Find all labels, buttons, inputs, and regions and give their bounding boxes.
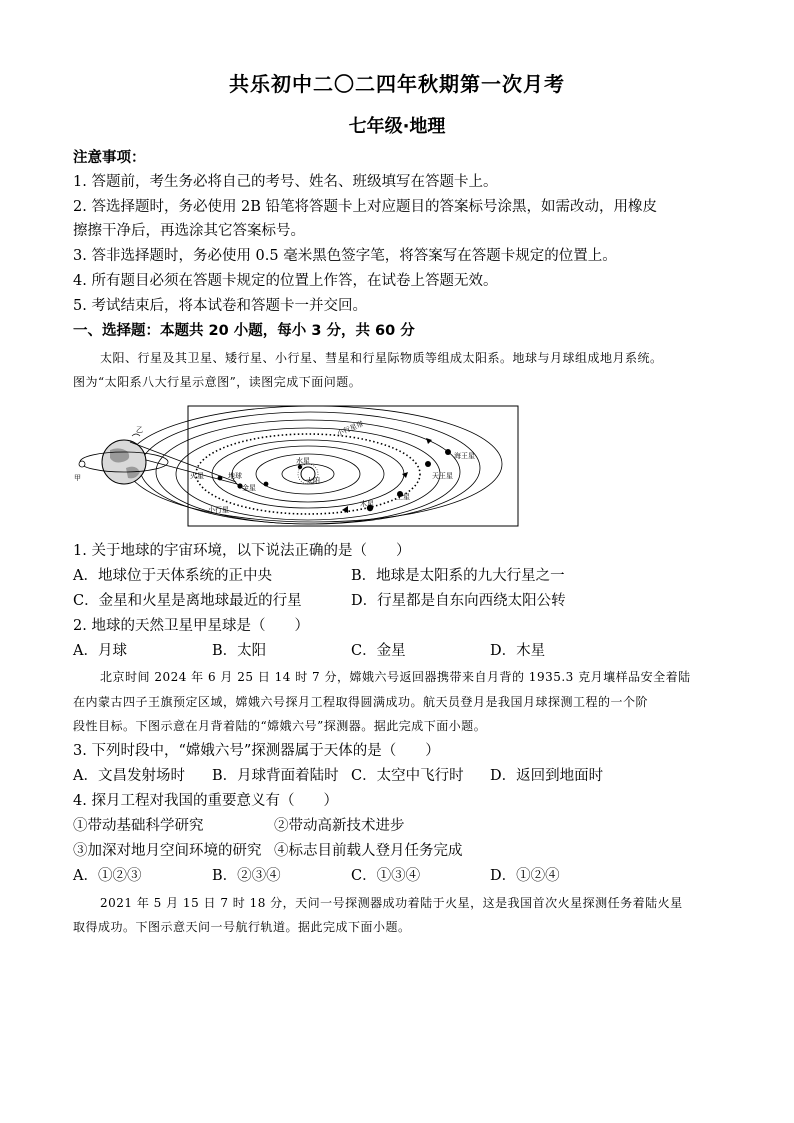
notice-item-4: 4. 所有题目必须在答题卡规定的位置上作答，在试卷上答题无效。 [73,273,498,289]
notice-item-3: 3. 答非选择题时，务必使用 0.5 毫米黑色签字笔，将答案写在答题卡规定的位置上。 [73,248,617,264]
venus-dot [264,482,269,487]
q4-statement-2: ②带动高新技术进步 [274,818,405,834]
label-asteroid-belt: 小行星带 [335,419,365,438]
q1-option-d[interactable]: D．行星都是自东向西绕太阳公转 [351,593,566,609]
q3-option-a[interactable]: A．文昌发射场时 [73,768,185,784]
q3-option-b[interactable]: B．月球背面着陆时 [212,768,339,784]
question-4-stem: 4. 探月工程对我国的重要意义有（ ） [73,793,338,809]
q3-option-d[interactable]: D．返回到地面时 [490,768,604,784]
intro-line-1: 太阳、行星及其卫星、矮行星、小行星、彗星和行星际物质等组成太阳系。地球与月球组成地月系统。 [100,351,663,365]
notice-item-1: 1. 答题前，考生务必将自己的考号、姓名、班级填写在答题卡上。 [73,174,498,190]
exam-subtitle: 七年级·地理 [348,116,446,137]
solar-system-figure [70,402,522,528]
label-jupiter: 木星 [360,500,374,508]
q2-option-a[interactable]: A．月球 [73,643,127,659]
q4-option-b[interactable]: B．②③④ [212,868,281,884]
passage2-line-3: 段性目标。下图示意在月背着陆的“嫦娥六号”探测器。据此完成下面小题。 [73,719,487,733]
passage3-line-1: 2021 年 5 月 15 日 7 时 18 分，天问一号探测器成功着陆于火星，这是我国首次火星探测任务着陆火星 [100,896,683,910]
passage2-line-1: 北京时间 2024 年 6 月 25 日 14 时 7 分，嫦娥六号返回器携带来自月背的 1935.3 克月壤样品安全着陆 [100,670,691,684]
q1-option-b[interactable]: B．地球是太阳系的九大行星之一 [351,568,565,584]
label-uranus: 天王星 [432,472,453,480]
label-sun: 太阳 [306,477,320,485]
section-heading: 一、选择题：本题共 20 小题，每小 3 分，共 60 分 [73,323,415,339]
q4-statement-4: ④标志目前载人登月任务完成 [274,843,463,859]
q2-option-c[interactable]: C．金星 [351,643,406,659]
label-jia: 甲 [74,474,81,482]
moon-dot [79,461,85,467]
question-1-stem: 1. 关于地球的宇宙环境，以下说法正确的是（ ） [73,543,411,559]
q4-option-d[interactable]: D．①②④ [490,868,560,884]
uranus-dot [425,461,431,467]
label-yi: 乙 [136,426,143,434]
passage3-line-2: 取得成功。下图示意天问一号航行轨道。据此完成下面小题。 [73,920,411,934]
mercury-dot [298,465,302,469]
q1-option-a[interactable]: A．地球位于天体系统的正中央 [73,568,272,584]
label-mercury: 水星 [296,457,310,465]
label-asteroid: 小行星 [208,506,229,514]
notice-item-5: 5. 考试结束后，将本试卷和答题卡一并交回。 [73,298,367,314]
earth-globe-icon [102,440,146,484]
intro-line-2: 图为“太阳系八大行星示意图”，读图完成下面问题。 [73,375,362,389]
q4-statement-1: ①带动基础科学研究 [73,818,204,834]
q2-option-b[interactable]: B．太阳 [212,643,267,659]
passage2-line-2: 在内蒙古四子王旗预定区域，嫦娥六号探月工程取得圆满成功。航天员登月是我国月球探测工程的一个阶 [73,695,649,709]
q4-option-c[interactable]: C．①③④ [351,868,421,884]
q2-option-d[interactable]: D．木星 [490,643,546,659]
q4-statement-3: ③加深对地月空间环境的研究 [73,843,262,859]
q3-option-c[interactable]: C．太空中飞行时 [351,768,464,784]
question-3-stem: 3. 下列时段中，“嫦娥六号”探测器属于天体的是（ ） [73,743,440,759]
label-earth: 地球 [228,472,242,480]
notice-heading: 注意事项： [73,150,146,166]
label-saturn: 土星 [396,493,410,501]
label-venus: 金星 [242,484,256,492]
solar-system-diagram [70,402,522,528]
label-mars: 火星 [190,472,204,480]
neptune-dot [445,449,451,455]
notice-item-2: 2. 答选择题时，务必使用 2B 铅笔将答题卡上对应题目的答案标号涂黑，如需改动，用橡皮 [73,199,658,215]
notice-item-2-cont: 擦擦干净后，再选涂其它答案标号。 [73,223,305,239]
exam-title: 共乐初中二〇二四年秋期第一次月考 [229,72,565,96]
q4-option-a[interactable]: A．①②③ [73,868,142,884]
q1-option-c[interactable]: C．金星和火星是离地球最近的行星 [73,593,302,609]
question-2-stem: 2. 地球的天然卫星甲星球是（ ） [73,618,309,634]
label-neptune: 海王星 [454,452,475,460]
